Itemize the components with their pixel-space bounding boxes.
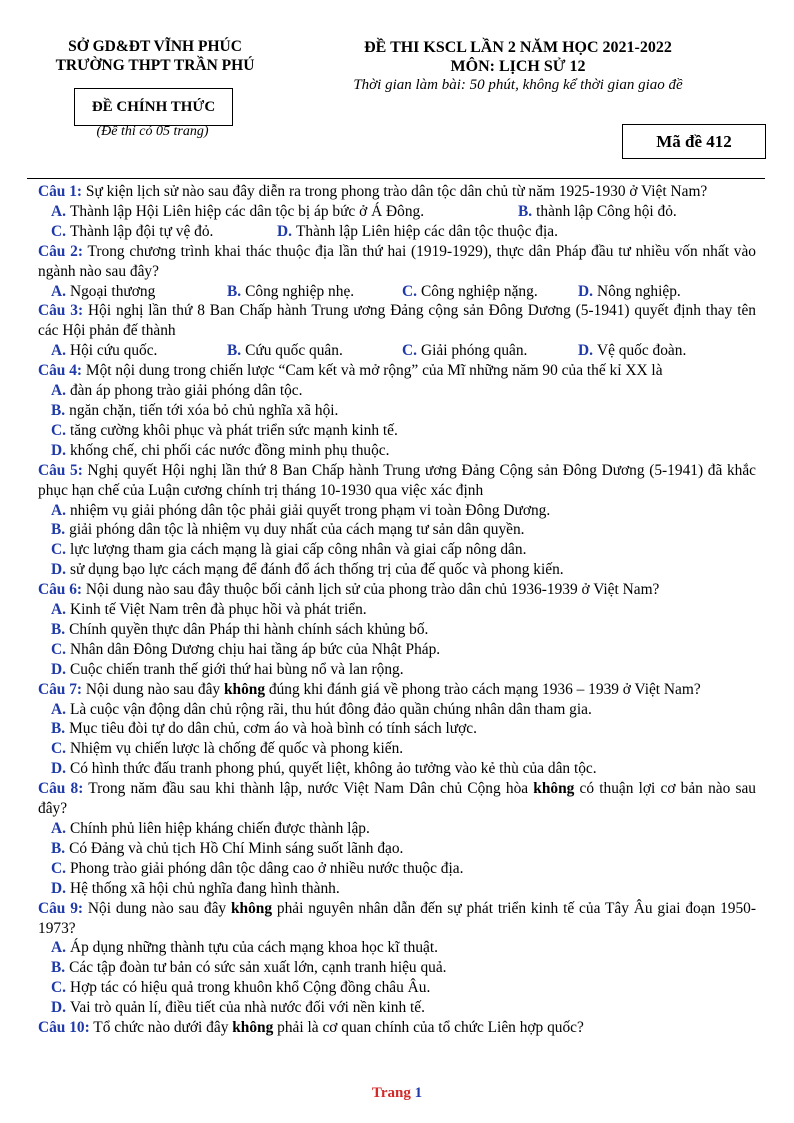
option-text: tăng cường khôi phục và phát triển sức mạnh kinh tế. — [69, 421, 398, 439]
answer-option — [38, 719, 756, 739]
answer-option — [38, 560, 756, 580]
answer-option — [38, 660, 756, 680]
answer-option — [227, 341, 402, 361]
question-label: Câu 7: — [38, 680, 83, 698]
option-text: Là cuộc vận động dân chủ rộng rãi, thu hút đông đảo quần chúng nhân dân tham gia. — [69, 700, 592, 718]
option-letter: D. — [578, 342, 593, 360]
answer-option — [277, 222, 558, 242]
question-stem-text: Tổ chức nào dưới đây — [89, 1019, 233, 1037]
option-letter: D. — [51, 441, 66, 459]
answer-option — [402, 282, 578, 302]
option-text: nhiệm vụ giải phóng dân tộc phải giải quyết trong phạm vi toàn Đông Dương. — [69, 501, 551, 519]
question-stem-text: không — [533, 780, 575, 798]
option-letter: C. — [51, 859, 66, 877]
answer-option — [38, 620, 756, 640]
question-stem-text: Một nội dung trong chiến lược “Cam kết và mở rộng” của Mĩ những năm 90 của thế kỉ XX là — [82, 362, 663, 380]
question-stem-text: không — [223, 680, 266, 698]
question-stem-text: phải nguyên nhân dẫn đến sự phát triển kinh tế của Tây Âu giai đoạn 1950-1973? — [38, 899, 756, 937]
option-letter: B. — [51, 521, 66, 539]
answer-option — [51, 222, 277, 242]
question — [38, 680, 756, 700]
option-letter: B. — [51, 620, 66, 638]
question-stem-text: Trong chương trình khai thác thuộc địa lần thứ hai (1919-1929), thực dân Pháp đầu tư nhiều vốn nhất vào ngành nào sau đây? — [38, 242, 756, 280]
question — [38, 461, 756, 501]
option-letter: D. — [578, 282, 593, 300]
answer-option — [51, 282, 227, 302]
option-letter: C. — [51, 222, 66, 240]
option-letter: D. — [51, 999, 66, 1017]
option-letter: A. — [51, 601, 66, 619]
option-row — [38, 282, 756, 302]
option-text: Ngoại thương — [69, 282, 156, 300]
option-text: Phong trào giải phóng dân tộc dâng cao ở nhiều nước thuộc địa. — [69, 859, 464, 877]
answer-option — [578, 341, 728, 361]
question — [38, 580, 756, 600]
option-text: Vệ quốc đoàn. — [596, 342, 687, 360]
page-number: 1 — [414, 1085, 423, 1101]
question-stem-text: Nghị quyết Hội nghị lần thứ 8 Ban Chấp hành Trung ương Đảng Cộng sản Đông Dương (5-1941) đã khắc phục hạn chế của Luận cương chính trị tháng 10-1930 qua việc xác định — [38, 461, 756, 499]
option-letter: D. — [51, 879, 66, 897]
question-label: Câu 8: — [38, 780, 84, 798]
question-stem-text: phải là cơ quan chính của tổ chức Liên hợp quốc? — [273, 1019, 584, 1037]
question-label: Câu 5: — [38, 461, 83, 479]
option-text: Áp dụng những thành tựu của cách mạng khoa học kĩ thuật. — [69, 939, 438, 957]
answer-option — [38, 839, 756, 859]
question-label: Câu 10: — [38, 1019, 90, 1037]
question-label: Câu 4: — [38, 362, 83, 380]
option-text: Có hình thức đấu tranh phong phú, quyết liệt, không ảo tưởng vào kẻ thù của dân tộc. — [69, 760, 597, 778]
option-text: Thành lập Hội Liên hiệp các dân tộc bị áp bức ở Á Đông. — [69, 202, 425, 220]
exam-code-box: Mã đề 412 — [622, 124, 766, 159]
question-stem-text: Trong năm đầu sau khi thành lập, nước Việt Nam Dân chủ Cộng hòa — [83, 780, 534, 798]
answer-option — [38, 540, 756, 560]
answer-option — [38, 421, 756, 441]
question-label: Câu 3: — [38, 302, 84, 320]
option-text: Giải phóng quân. — [420, 342, 528, 360]
option-letter: D. — [51, 760, 66, 778]
time-note: Thời gian làm bài: 50 phút, không kể thời gian giao đề — [353, 77, 683, 93]
option-row — [38, 222, 756, 242]
answer-option — [51, 341, 227, 361]
question-stem-text: Nội dung nào sau đây — [82, 680, 224, 698]
answer-option — [402, 341, 578, 361]
issuer-block — [40, 37, 270, 75]
option-letter: A. — [51, 382, 66, 400]
option-text: Cuộc chiến tranh thế giới thứ hai bùng nổ và lan rộng. — [69, 660, 404, 678]
option-text: Nhân dân Đông Dương chịu hai tầng áp bức của Nhật Pháp. — [69, 640, 441, 658]
option-text: Kinh tế Việt Nam trên đà phục hồi và phát triển. — [69, 601, 367, 619]
option-text: Hệ thống xã hội chủ nghĩa đang hình thành. — [69, 879, 340, 897]
option-letter: C. — [51, 541, 66, 559]
option-text: Mục tiêu đòi tự do dân chủ, cơm áo và hoà bình có tính sách lược. — [69, 720, 477, 738]
option-text: thành lập Công hội đỏ. — [536, 202, 677, 220]
page-label: Trang — [371, 1085, 411, 1101]
exam-heading — [318, 38, 718, 95]
option-text: Chính phủ liên hiệp kháng chiến được thành lập. — [69, 820, 370, 837]
option-letter: C. — [51, 640, 66, 658]
header-divider — [27, 178, 765, 179]
option-text: Vai trò quản lí, điều tiết của nhà nước đối với nền kinh tế. — [69, 999, 425, 1017]
option-letter: D. — [51, 660, 66, 678]
option-text: Nông nghiệp. — [596, 282, 681, 300]
question — [38, 182, 756, 202]
official-exam-badge: ĐỀ CHÍNH THỨC — [74, 88, 233, 126]
option-text: Thành lập đội tự vệ đỏ. — [69, 222, 214, 240]
answer-option — [227, 282, 402, 302]
answer-option — [38, 978, 756, 998]
option-letter: B. — [518, 202, 533, 220]
option-text: Có Đảng và chủ tịch Hồ Chí Minh sáng suốt lãnh đạo. — [69, 839, 404, 857]
option-letter: A. — [51, 501, 66, 519]
option-letter: C. — [402, 342, 417, 360]
option-row — [38, 202, 756, 222]
option-letter: B. — [51, 401, 66, 419]
answer-option — [38, 600, 756, 620]
answer-option — [38, 739, 756, 759]
option-letter: C. — [51, 421, 66, 439]
answer-option — [38, 879, 756, 899]
exam-title: ĐỀ THI KSCL LẦN 2 NĂM HỌC 2021-2022 — [364, 39, 672, 56]
option-letter: B. — [51, 720, 66, 738]
option-letter: A. — [51, 282, 66, 300]
answer-option — [38, 441, 756, 461]
answer-option — [38, 958, 756, 978]
department-name: SỞ GD&ĐT VĨNH PHÚC — [68, 38, 242, 55]
option-text: khống chế, chi phối các nước đồng minh phụ thuộc. — [69, 441, 390, 459]
question — [38, 779, 756, 819]
answer-option — [38, 381, 756, 401]
question-label: Câu 2: — [38, 242, 83, 260]
answer-option — [38, 859, 756, 879]
question-stem-text: Sự kiện lịch sử nào sau đây diễn ra trong phong trào dân tộc dân chủ từ năm 1925-1930 ở Việt Nam? — [82, 183, 708, 200]
page-count-note: (Đề thi có 05 trang) — [96, 124, 209, 139]
question-list — [38, 182, 756, 1038]
question-stem-text: không — [232, 1019, 274, 1037]
answer-option — [578, 282, 728, 302]
option-letter: C. — [51, 740, 66, 758]
question-stem-text: đúng khi đánh giá về phong trào cách mạng 1936 – 1939 ở Việt Nam? — [265, 680, 701, 698]
question-label: Câu 1: — [38, 183, 83, 200]
answer-option — [38, 501, 756, 521]
option-letter: A. — [51, 939, 66, 957]
subject-title: MÔN: LỊCH SỬ 12 — [450, 58, 586, 75]
page-footer — [0, 1085, 794, 1102]
option-letter: B. — [227, 282, 242, 300]
question-stem-text: Nội dung nào sau đây — [83, 899, 231, 917]
question — [38, 242, 756, 282]
answer-option — [38, 401, 756, 421]
option-letter: C. — [51, 979, 66, 997]
question — [38, 899, 756, 939]
option-letter: D. — [277, 222, 292, 240]
option-text: Thành lập Liên hiệp các dân tộc thuộc địa. — [295, 222, 558, 240]
question-label: Câu 6: — [38, 581, 83, 599]
question — [38, 1018, 756, 1038]
question-stem-text: Nội dung nào sau đây thuộc bối cảnh lịch sử của phong trào dân chủ 1936-1939 ở Việt Nam? — [82, 581, 660, 599]
option-letter: B. — [51, 959, 66, 977]
question-stem-text: Hội nghị lần thứ 8 Ban Chấp hành Trung ương Đảng cộng sản Đông Dương (5-1941) quyết định thay tên các Hội phản đế thành — [38, 302, 757, 340]
option-letter: B. — [51, 839, 66, 857]
option-letter: B. — [227, 342, 242, 360]
option-text: Chính quyền thực dân Pháp thi hành chính sách khủng bố. — [69, 620, 429, 638]
option-text: Nhiệm vụ chiến lược là chống đế quốc và phong kiến. — [69, 740, 404, 758]
school-name: TRƯỜNG THPT TRẦN PHÚ — [55, 57, 255, 74]
option-text: đàn áp phong trào giải phóng dân tộc. — [69, 382, 303, 400]
option-text: Cứu quốc quân. — [245, 342, 343, 360]
question-stem-text: có thuận lợi cơ bản nào sau đây? — [38, 780, 756, 818]
option-text: Các tập đoàn tư bản có sức sản xuất lớn, cạnh tranh hiệu quả. — [69, 959, 447, 977]
answer-option — [38, 640, 756, 660]
option-letter: D. — [51, 561, 66, 579]
option-letter: A. — [51, 820, 66, 837]
option-row — [38, 341, 756, 361]
answer-option — [38, 938, 756, 958]
option-text: Hợp tác có hiệu quả trong khuôn khổ Cộng đồng châu Âu. — [69, 979, 431, 997]
answer-option — [38, 759, 756, 779]
answer-option — [38, 700, 756, 720]
answer-option — [38, 998, 756, 1018]
option-letter: A. — [51, 700, 66, 718]
option-text: Công nghiệp nhẹ. — [245, 282, 355, 300]
option-text: Công nghiệp nặng. — [420, 282, 538, 300]
answer-option — [38, 520, 756, 540]
answer-option — [38, 819, 756, 839]
answer-option — [51, 202, 518, 222]
option-text: giải phóng dân tộc là nhiệm vụ duy nhất của cách mạng tư sản dân quyền. — [69, 521, 525, 539]
option-text: lực lượng tham gia cách mạng là giai cấp công nhân và giai cấp nông dân. — [69, 541, 527, 559]
question-stem-text: không — [230, 899, 273, 917]
answer-option — [518, 202, 677, 222]
option-letter: A. — [51, 342, 66, 360]
option-text: sử dụng bạo lực cách mạng để đánh đổ ách thống trị của đế quốc và phong kiến. — [69, 561, 564, 579]
option-letter: A. — [51, 202, 66, 220]
question — [38, 361, 756, 381]
question — [38, 301, 756, 341]
option-text: Hội cứu quốc. — [69, 342, 158, 360]
option-text: ngăn chặn, tiến tới xóa bỏ chủ nghĩa xã hội. — [69, 401, 339, 419]
question-label: Câu 9: — [38, 899, 84, 917]
option-letter: C. — [402, 282, 417, 300]
